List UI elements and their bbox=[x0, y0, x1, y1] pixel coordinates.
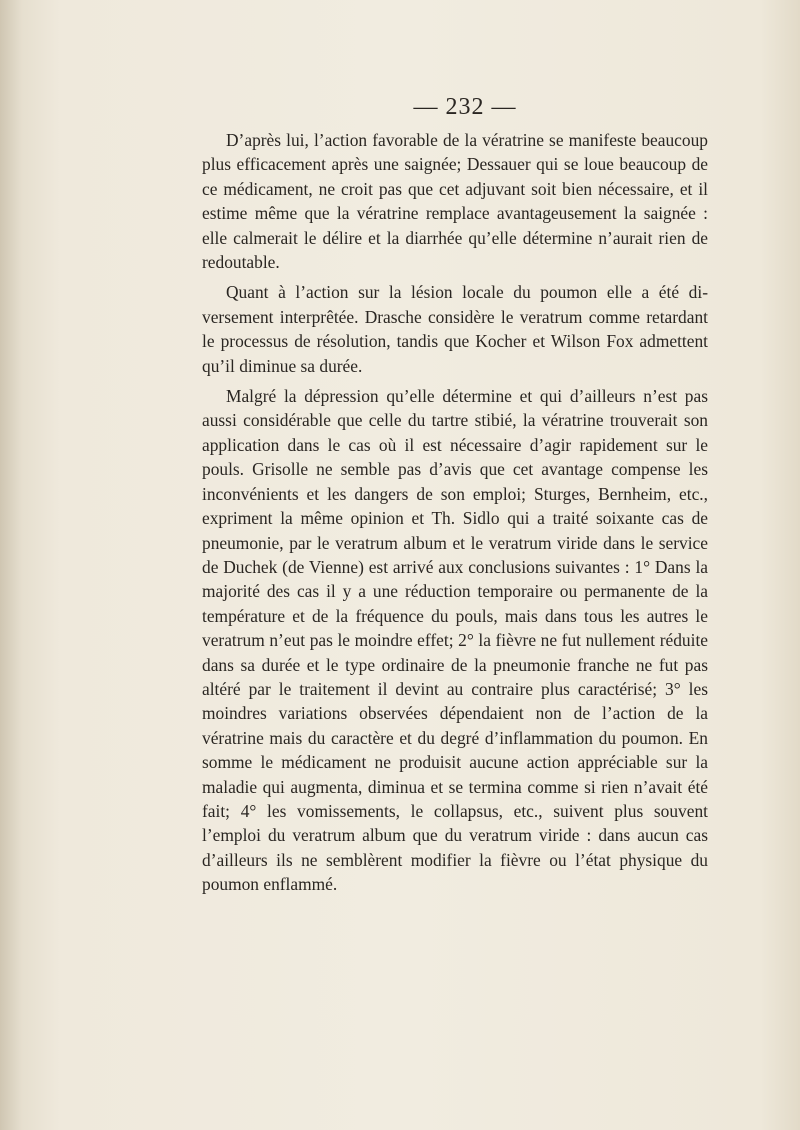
body-text bbox=[202, 128, 708, 903]
page-number: — 232 — bbox=[413, 94, 517, 120]
paragraph: Quant à l’action sur la lésion locale du poumon elle a été diversement interprêtée. Drasche considère le veratrum comme retardant le processus de résolution, tandis que Kocher et Wilson Fox admettent qu’il diminue sa durée. bbox=[202, 282, 708, 376]
paragraph: D’après lui, l’action favorable de la vératrine se manifeste beaucoup plus efficacement après une saignée; Dessauer qui se loue beaucoup de ce médicament, ne croit pas que cet adjuvant soit bien nécessaire, et il estime même que la vératrine remplace avantageusement la saignée : elle calmerait le délire et la diarrhée qu’elle détermine n’aurait rien de redoutable. bbox=[202, 130, 708, 273]
paragraph: Malgré la dépression qu’elle détermine et qui d’ailleurs n’est pas aussi considérable que celle du tartre stibié, la vératrine trouverait son application dans le cas où il est nécessaire d’agir rapidement sur le pouls. Grisolle ne semble pas d’avis que cet avantage compense les inconvénients et les dangers de son emploi; Sturges, Bernheim, etc., expriment la même opinion et Th. Sidlo qui a traité soixante cas de pneumonie, par le veratrum album et le veratrum viride dans le service de Duchek (de Vienne) est arrivé aux conclusions suivantes : 1° Dans la majorité des cas il y a une réduction temporaire ou permanente de la température et de la fréquence du pouls, mais dans tous les autres le veratrum n’eut pas le moindre effet; 2° la fièvre ne fut nullement réduite dans sa durée et le type ordinaire de la pneumonie franche ne fut pas altéré par le traitement il devint au contraire plus caractérisé; 3° les moindres variations observées dépendaient non de l’action de la vératrine mais du caractère et du degré d’inflammation du poumon. En somme le médicament ne produisit aucune action appréciable sur la maladie qui augmenta, diminua et se termina comme si rien n’avait été fait; 4° les vomissements, le collapsus, etc., suivent plus souvent l’emploi du veratrum album que du veratrum viride : dans aucun cas d’ailleurs ils ne semblèrent modifier la fièvre ou l’état physique du poumon enflammé. bbox=[202, 386, 708, 895]
